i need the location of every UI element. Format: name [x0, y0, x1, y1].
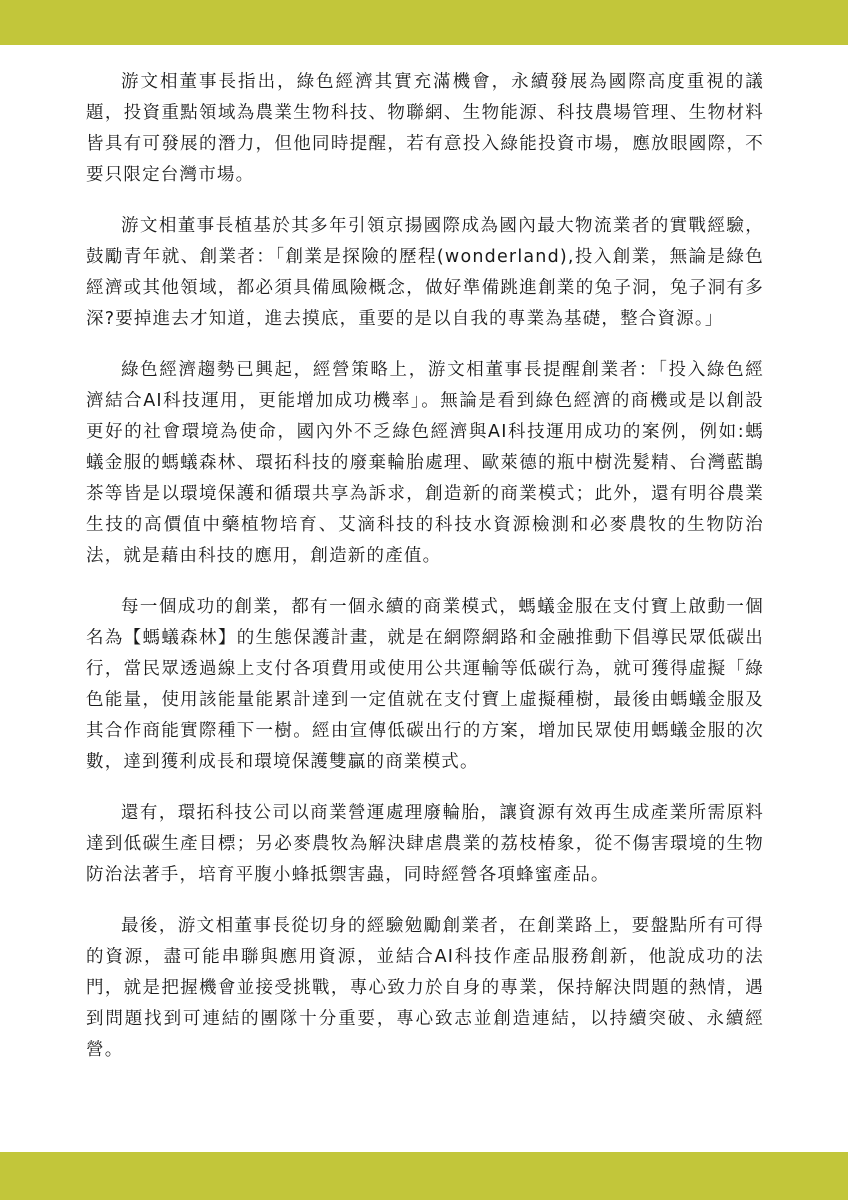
paragraph-4: 每一個成功的創業，都有一個永續的商業模式，螞蟻金服在支付寶上啟動一個名為【螞蟻森林】的生態保護計畫，就是在網際網路和金融推動下倡導民眾低碳出行，當民眾透過線上支付各項費用或使用公共運輸等低碳行為，就可獲得虛擬「綠色能量，使用該能量能累計達到一定值就在支付寶上虛擬種樹，最後由螞蟻金服及其合作商能實際種下一樹。經由宣傳低碳出行的方案，增加民眾使用螞蟻金服的次數，達到獲利成長和環境保護雙贏的商業模式。 — [86, 597, 764, 772]
paragraph-3: 綠色經濟趨勢已興起，經營策略上，游文相董事長提醒創業者：「投入綠色經濟結合AI科技運用，更能增加成功機率」。無論是看到綠色經濟的商機或是以創設更好的社會環境為使命，國內外不乏綠色經濟與AI科技運用成功的案例，例如:螞蟻金服的螞蟻森林、環拓科技的廢棄輪胎處理、歐萊德的瓶中樹洗髮精、台灣藍鵲茶等皆是以環境保護和循環共享為訴求，創造新的商業模式；此外，還有明谷農業生技的高價值中藥植物培育、艾滴科技的科技水資源檢測和必麥農牧的生物防治法，就是藉由科技的應用，創造新的產值。 — [86, 360, 764, 566]
top-decorative-band — [0, 0, 848, 45]
paragraph-1: 游文相董事長指出，綠色經濟其實充滿機會，永續發展為國際高度重視的議題，投資重點領域為農業生物科技、物聯網、生物能源、科技農場管理、生物材料皆具有可發展的潛力，但他同時提醒，若有意投入綠能投資市場，應放眼國際，不要只限定台灣市場。 — [86, 72, 764, 185]
paragraph-2: 游文相董事長植基於其多年引領京揚國際成為國內最大物流業者的實戰經驗，鼓勵青年就、創業者：「創業是探險的歷程(wonderland),投入創業，無論是綠色經濟或其他領域，都必須具備風險概念，做好準備跳進創業的兔子洞，兔子洞有多深?要掉進去才知道，進去摸底，重要的是以自我的專業為基礎，整合資源。」 — [86, 216, 764, 329]
paragraph-5: 還有，環拓科技公司以商業營運處理廢輪胎，讓資源有效再生成產業所需原料達到低碳生產目標；另必麥農牧為解決肆虐農業的荔枝椿象，從不傷害環境的生物防治法著手，培育平腹小蜂抵禦害蟲，同時經營各項蜂蜜產品。 — [86, 803, 764, 885]
article-body — [86, 67, 764, 1086]
paragraph-6: 最後，游文相董事長從切身的經驗勉勵創業者，在創業路上，要盤點所有可得的資源，盡可能串聯與應用資源，並結合AI科技作產品服務創新，他說成功的法門，就是把握機會並接受挑戰，專心致力於自身的專業，保持解決問題的熱情，遇到問題找到可連結的團隊十分重要，專心致志並創造連結，以持續突破、永續經營。 — [86, 916, 764, 1060]
bottom-decorative-band — [0, 1152, 848, 1200]
